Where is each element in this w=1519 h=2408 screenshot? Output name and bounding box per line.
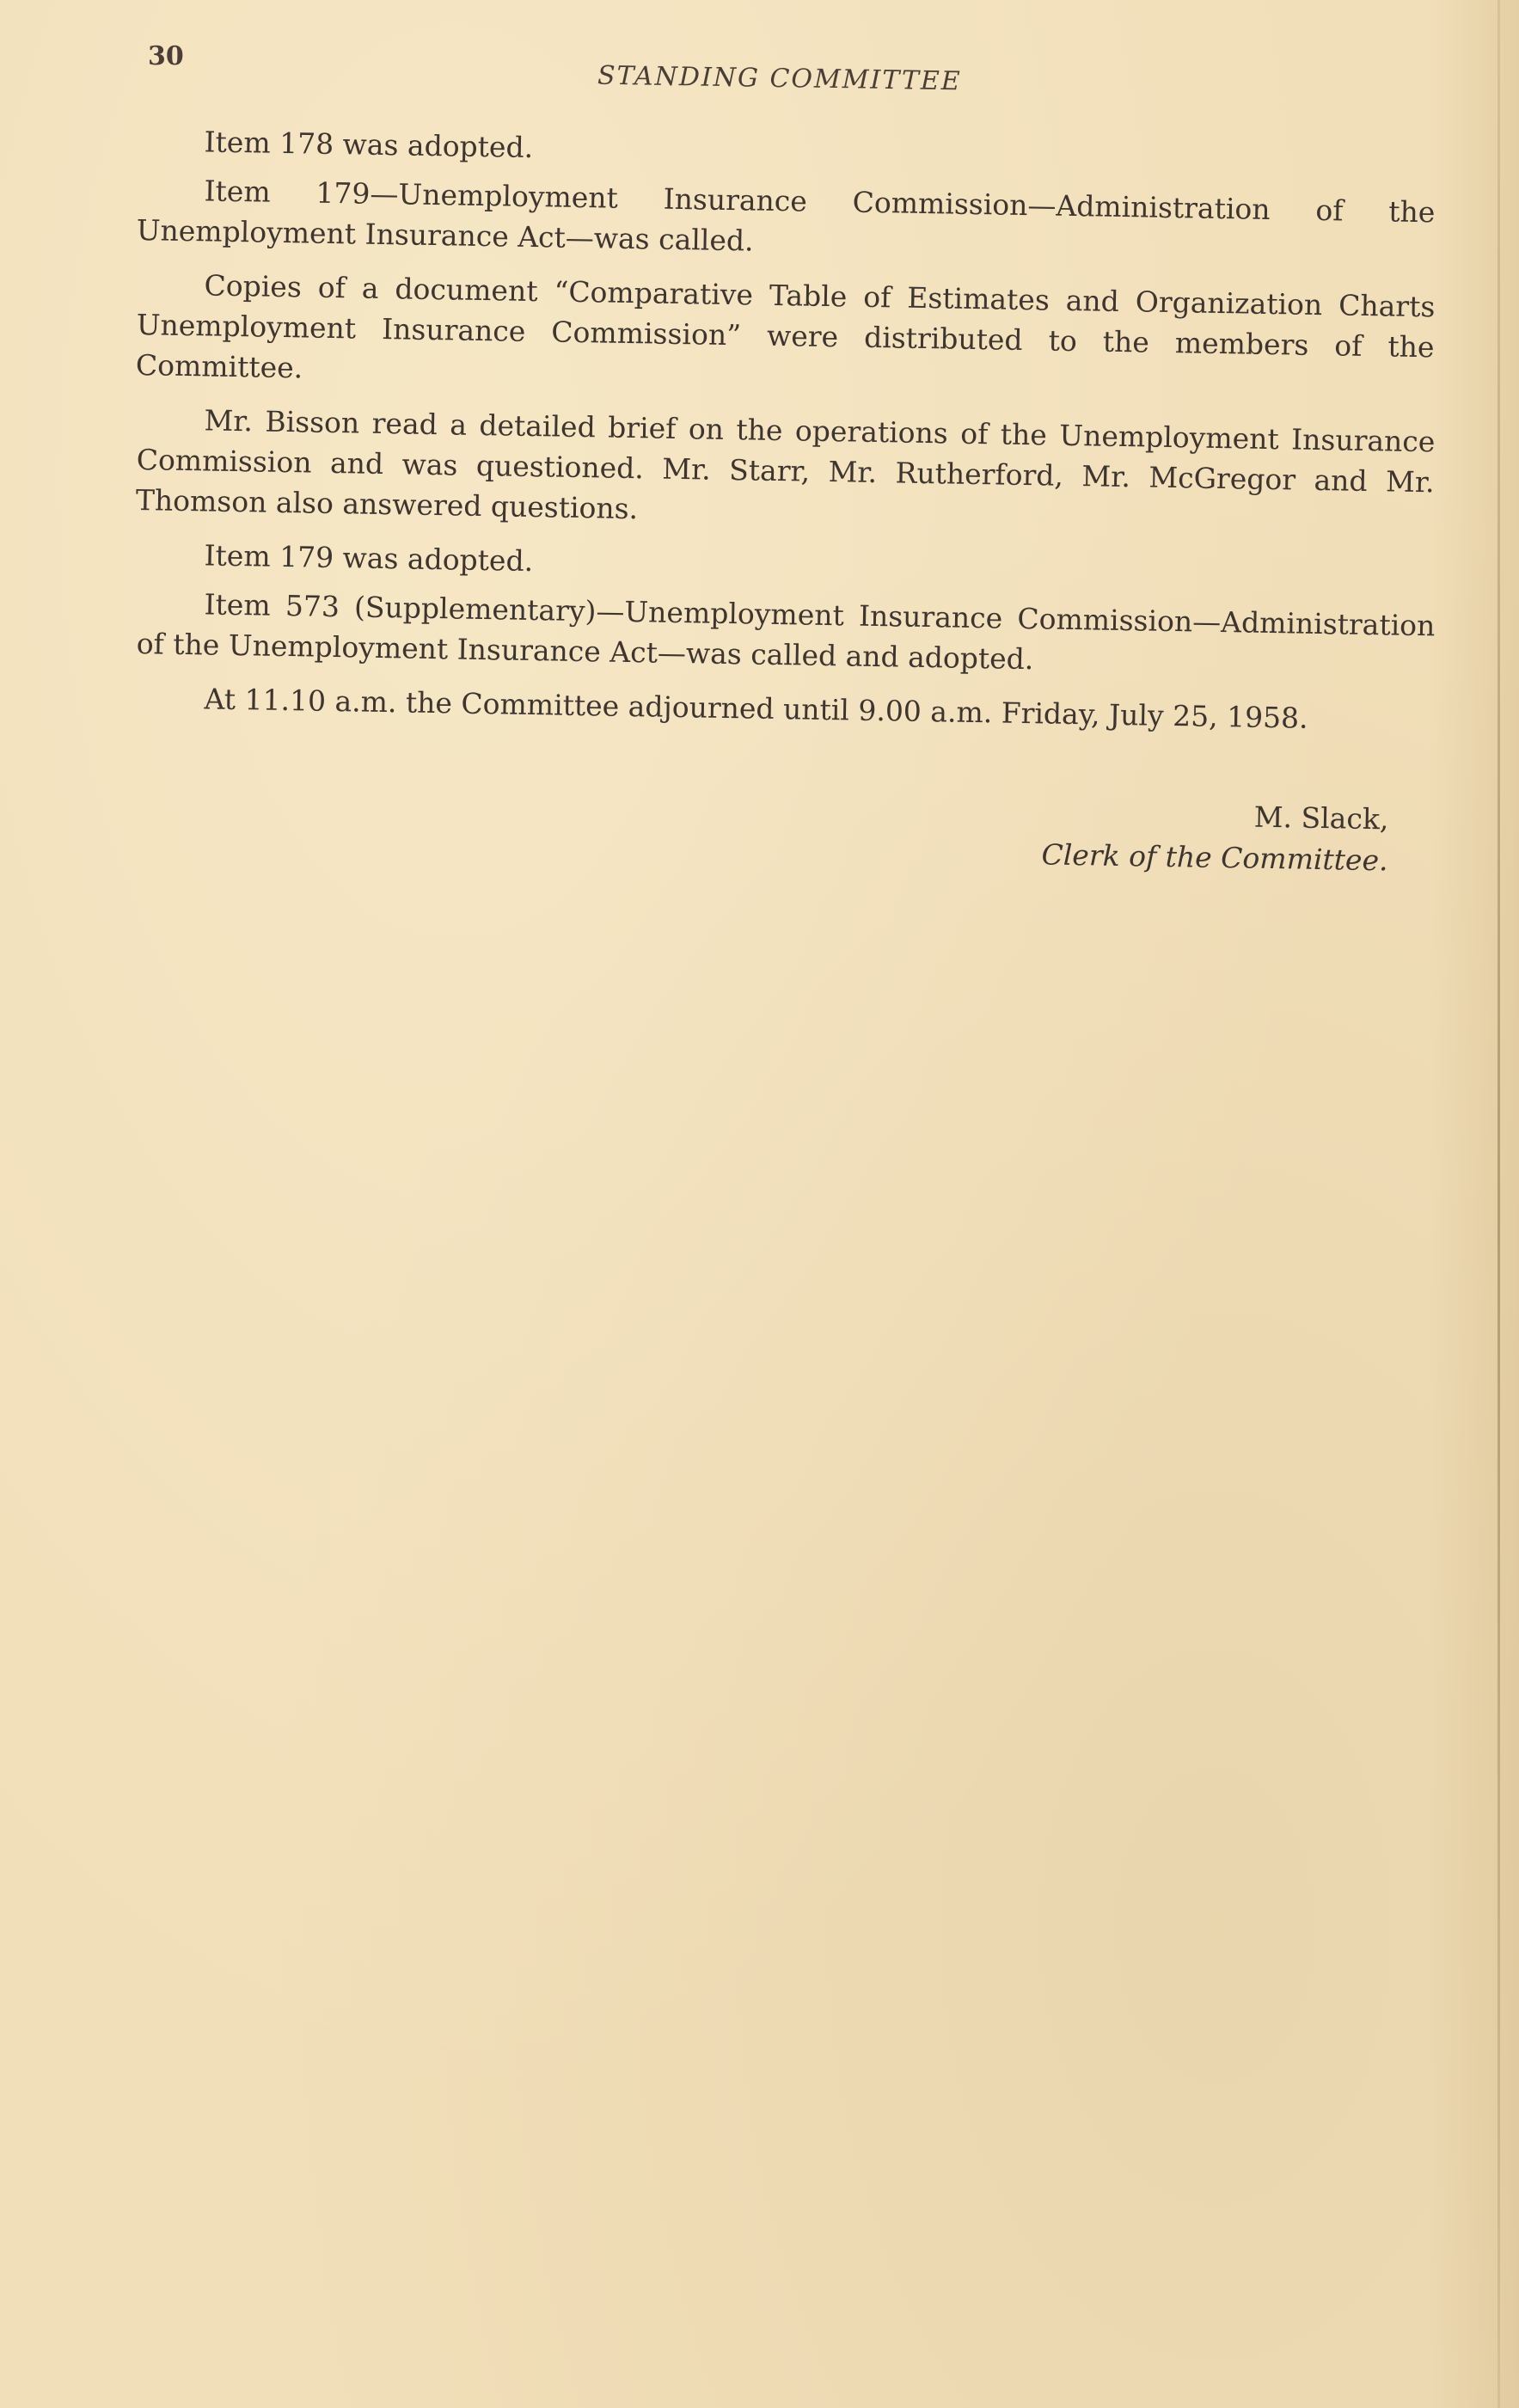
page-number: 30 (148, 41, 184, 71)
minutes-body (135, 120, 1436, 735)
paragraph-item-179-called: Item 179—Unemployment Insurance Commission—Administration of the Unemployment Insurance Act—was called. (136, 174, 1436, 258)
paragraph-item-179-adopted: Item 179 was adopted. (204, 538, 534, 579)
paragraph-item-178-adopted: Item 178 was adopted. (204, 125, 534, 165)
running-head: STANDING COMMITTEE (597, 60, 962, 97)
paragraph-adjournment: At 11.10 a.m. the Committee adjourned until 9.00 a.m. Friday, July 25, 1958. (204, 682, 1308, 735)
paragraph-bisson-brief: Mr. Bisson read a detailed brief on the operations of the Unemployment Insurance Commission and was questioned. Mr. Starr, Mr. Rutherford, Mr. McGregor and Mr. Thomson also answered questions. (135, 403, 1436, 526)
page-edge-shadow (1498, 0, 1500, 2408)
signatory-name: M. Slack, (1253, 800, 1389, 836)
signature-block (958, 792, 1389, 882)
paragraph-item-573: Item 573 (Supplementary)—Unemployment Insurance Commission—Administration of the Unemployment Insurance Act—was called and adopted. (136, 587, 1436, 677)
paragraph-documents-distributed: Copies of a document “Comparative Table of Estimates and Organization Charts Unemployment Insurance Commission” were distributed to the members of the Committee. (135, 268, 1436, 385)
signatory-title: Clerk of the Committee. (1041, 837, 1388, 878)
